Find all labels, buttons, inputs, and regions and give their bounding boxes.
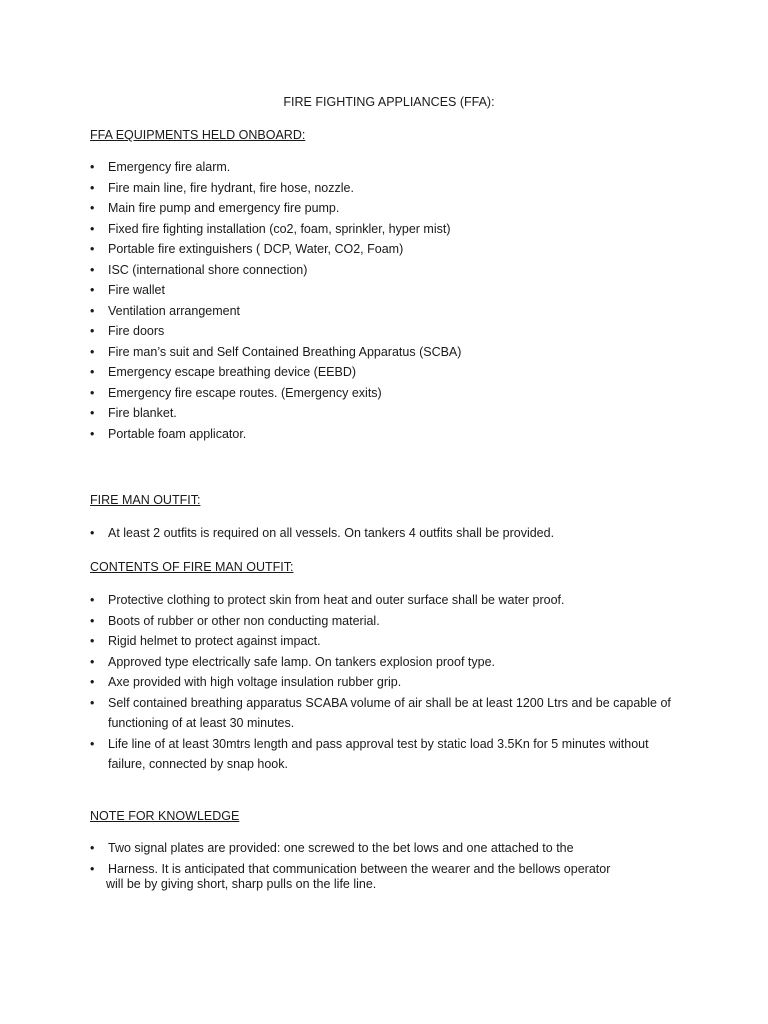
list-item: • Fire man’s suit and Self Contained Breathing Apparatus (SCBA) — [90, 342, 690, 363]
list-item: • Fire doors — [90, 321, 690, 342]
list-item: • Boots of rubber or other non conducting material. — [90, 611, 680, 632]
list-item: • Fire blanket. — [90, 403, 690, 424]
list-item: • Portable fire extinguishers ( DCP, Water, CO2, Foam) — [90, 239, 690, 260]
list-item: • At least 2 outfits is required on all vessels. On tankers 4 outfits shall be provided. — [90, 523, 690, 544]
list-item: • Emergency fire alarm. — [90, 157, 690, 178]
list-item: • Protective clothing to protect skin from heat and outer surface shall be water proof. — [90, 590, 680, 611]
list-item: • Self contained breathing apparatus SCABA volume of air shall be at least 1200 Ltrs and be capable of functioning of at least 30 minutes. — [90, 693, 680, 734]
list-item: • Two signal plates are provided: one screwed to the bet lows and one attached to the — [90, 838, 690, 859]
list-item: • Axe provided with high voltage insulation rubber grip. — [90, 672, 680, 693]
list-item: • Portable foam applicator. — [90, 424, 690, 445]
outfit-contents-list — [90, 590, 680, 775]
section-heading-ffa-equipments: FFA EQUIPMENTS HELD ONBOARD: — [90, 128, 306, 142]
list-item: • Fire wallet — [90, 280, 690, 301]
list-item: • ISC (international shore connection) — [90, 260, 690, 281]
section-heading-fire-man-outfit: FIRE MAN OUTFIT: — [90, 493, 201, 507]
section-heading-contents-of-outfit: CONTENTS OF FIRE MAN OUTFIT: — [90, 560, 294, 574]
list-item: • Life line of at least 30mtrs length and pass approval test by static load 3.5Kn for 5 minutes without failure, connected by snap hook. — [90, 734, 680, 775]
ffa-equipment-list — [90, 157, 690, 444]
note-continuation: will be by giving short, sharp pulls on the life line. — [106, 877, 377, 891]
list-item: • Approved type electrically safe lamp. On tankers explosion proof type. — [90, 652, 680, 673]
list-item: • Fire main line, fire hydrant, fire hose, nozzle. — [90, 178, 690, 199]
page-title: FIRE FIGHTING APPLIANCES (FFA): — [283, 95, 495, 109]
fire-man-outfit-list — [90, 523, 690, 544]
list-item: • Ventilation arrangement — [90, 301, 690, 322]
section-heading-note-for-knowledge: NOTE FOR KNOWLEDGE — [90, 809, 240, 823]
list-item: • Rigid helmet to protect against impact. — [90, 631, 680, 652]
knowledge-note-list — [90, 838, 690, 879]
list-item: • Emergency escape breathing device (EEBD) — [90, 362, 690, 383]
list-item: • Emergency fire escape routes. (Emergency exits) — [90, 383, 690, 404]
list-item: • Main fire pump and emergency fire pump. — [90, 198, 690, 219]
list-item: • Harness. It is anticipated that communication between the wearer and the bellows operator — [90, 859, 690, 880]
list-item: • Fixed fire fighting installation (co2, foam, sprinkler, hyper mist) — [90, 219, 690, 240]
